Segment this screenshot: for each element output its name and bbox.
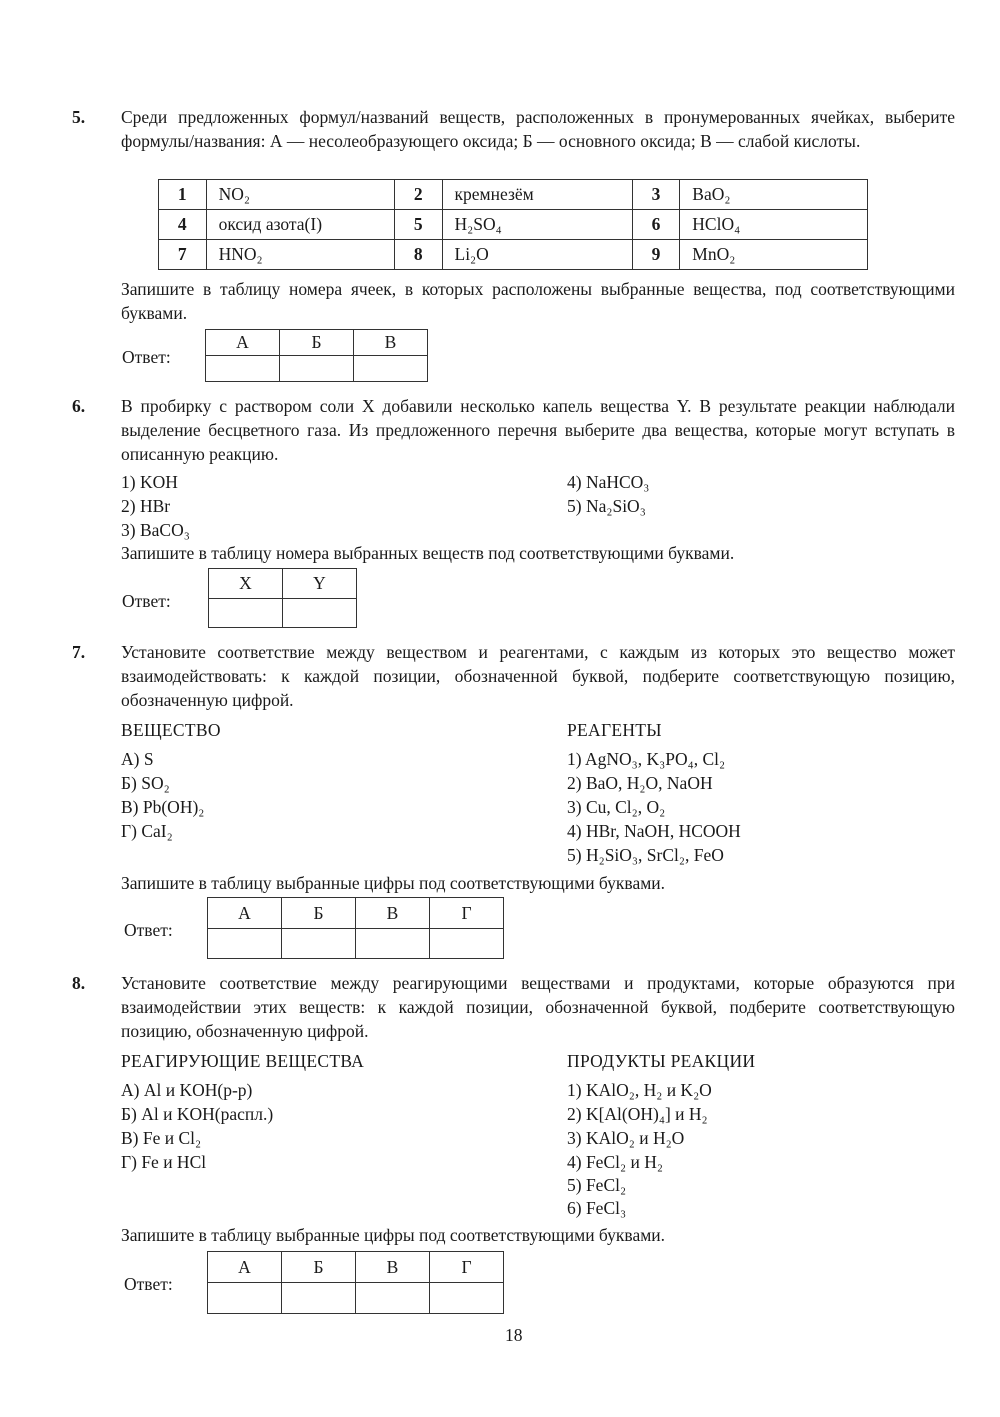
cell-num: 8 — [394, 240, 442, 270]
left-item: Г) CaI₂ — [121, 821, 173, 841]
right-item: 5) H₂SiO₃, SrCl₂, FeO — [567, 845, 724, 865]
answer-cell[interactable] — [206, 356, 280, 382]
q8-answer-table — [207, 1251, 504, 1314]
question-6-instruction: Запишите в таблицу номера выбранных веществ под соответствующими буквами. — [121, 543, 735, 563]
answer-cell[interactable] — [209, 599, 283, 628]
right-item: 4) HBr, NaOH, HCOOH — [567, 821, 741, 841]
page-number: 18 — [505, 1325, 523, 1345]
cell-value: MnO₂ — [680, 240, 868, 270]
answer-cell[interactable] — [280, 356, 354, 382]
option: 4) NaHCO₃ — [567, 472, 650, 492]
left-item: Б) SO₂ — [121, 773, 170, 793]
left-item: В) Pb(OH)₂ — [121, 797, 205, 817]
q6-answer-table — [208, 568, 357, 628]
answer-cell[interactable] — [430, 929, 504, 959]
left-item: В) Fe и Cl₂ — [121, 1128, 202, 1148]
cell-value: BaO₂ — [680, 180, 868, 210]
answer-cell[interactable] — [354, 356, 428, 382]
cell-num: 3 — [632, 180, 680, 210]
q5-substance-table — [158, 179, 868, 270]
cell-value: HNO₂ — [206, 240, 394, 270]
right-item: 6) FeCl₃ — [567, 1198, 627, 1218]
answer-cell[interactable] — [282, 1283, 356, 1314]
answer-cell[interactable] — [430, 1283, 504, 1314]
answer-label: Ответ: — [122, 347, 171, 367]
option: 5) Na₂SiO₃ — [567, 496, 646, 516]
question-6-text: В пробирку с раствором соли X добавили несколько капель вещества Y. В результате реакции наблюдали выделение бесцветного газа. Из предложенного перечня выберите два вещества, которые могут вступать в описанную реакцию. — [121, 396, 955, 464]
option: 1) KOH — [121, 472, 178, 492]
option: 3) BaCO₃ — [121, 520, 190, 540]
right-item: 2) K[Al(OH)₄] и H₂ — [567, 1104, 708, 1124]
answer-cell[interactable] — [356, 1283, 430, 1314]
answer-header: Б — [282, 1252, 356, 1283]
left-heading: РЕАГИРУЮЩИЕ ВЕЩЕСТВА — [121, 1051, 365, 1071]
answer-header: В — [356, 898, 430, 929]
cell-value: Li₂O — [442, 240, 632, 270]
left-item: А) Al и KOH(р-р) — [121, 1080, 253, 1100]
question-8-text: Установите соответствие между реагирующими веществами и продуктами, которые образуются при взаимодействии этих веществ: к каждой позиции, обозначенной буквой, подберите соответствующую позицию, обозначенную цифрой. — [121, 973, 955, 1041]
cell-value: оксид азота(I) — [206, 210, 394, 240]
answer-cell[interactable] — [208, 1283, 282, 1314]
answer-cell[interactable] — [282, 929, 356, 959]
question-7-number: 7. — [72, 642, 86, 662]
right-item: 3) KAlO₂ и H₂O — [567, 1128, 685, 1148]
answer-header: А — [208, 1252, 282, 1283]
right-item: 1) AgNO₃, K₃PO₄, Cl₂ — [567, 749, 726, 769]
right-item: 1) KAlO₂, H₂ и K₂O — [567, 1080, 712, 1100]
right-heading: РЕАГЕНТЫ — [567, 720, 662, 740]
q7-answer-table — [207, 897, 504, 959]
cell-value: H₂SO₄ — [442, 210, 632, 240]
answer-header: Б — [282, 898, 356, 929]
left-heading: ВЕЩЕСТВО — [121, 720, 221, 740]
left-item: А) S — [121, 749, 154, 769]
question-7-text: Установите соответствие между веществом и реагентами, с каждым из которых это вещество может взаимодействовать: к каждой позиции, обозначенной буквой, подберите соответствующую позицию, обозначенную цифрой. — [121, 642, 955, 710]
cell-num: 4 — [159, 210, 207, 240]
answer-header: А — [206, 330, 280, 356]
cell-value: кремнезём — [442, 180, 632, 210]
question-5-text: Среди предложенных формул/названий веществ, расположенных в пронумерованных ячейках, выберите формулы/названия: А — несолеобразующего оксида; Б — основного оксида; В — слабой кислоты. — [121, 107, 955, 151]
right-item: 5) FeCl₂ — [567, 1175, 627, 1195]
left-item: Г) Fe и HCl — [121, 1152, 207, 1172]
answer-header: В — [354, 330, 428, 356]
answer-label: Ответ: — [122, 591, 171, 611]
question-7-instruction: Запишите в таблицу выбранные цифры под соответствующими буквами. — [121, 873, 666, 893]
question-5-instruction: Запишите в таблицу номера ячеек, в которых расположены выбранные вещества, под соответствующими буквами. — [121, 279, 955, 323]
q5-answer-table — [205, 329, 428, 382]
cell-value: NO₂ — [206, 180, 394, 210]
answer-header: Б — [280, 330, 354, 356]
cell-num: 5 — [394, 210, 442, 240]
answer-label: Ответ: — [124, 1274, 173, 1294]
right-item: 3) Cu, Cl₂, O₂ — [567, 797, 666, 817]
answer-cell[interactable] — [356, 929, 430, 959]
right-item: 2) BaO, H₂O, NaOH — [567, 773, 713, 793]
answer-label: Ответ: — [124, 920, 173, 940]
right-item: 4) FeCl₂ и H₂ — [567, 1152, 663, 1172]
answer-cell[interactable] — [208, 929, 282, 959]
answer-header: Y — [283, 569, 357, 599]
right-heading: ПРОДУКТЫ РЕАКЦИИ — [567, 1051, 756, 1071]
cell-num: 9 — [632, 240, 680, 270]
question-6-number: 6. — [72, 396, 86, 416]
question-8-instruction: Запишите в таблицу выбранные цифры под соответствующими буквами. — [121, 1225, 666, 1245]
cell-num: 7 — [159, 240, 207, 270]
question-5-number: 5. — [72, 107, 86, 127]
question-8-number: 8. — [72, 973, 86, 993]
answer-header: X — [209, 569, 283, 599]
answer-header: Г — [430, 898, 504, 929]
cell-value: HClO₄ — [680, 210, 868, 240]
option: 2) HBr — [121, 496, 171, 516]
cell-num: 2 — [394, 180, 442, 210]
answer-header: В — [356, 1252, 430, 1283]
left-item: Б) Al и KOH(распл.) — [121, 1104, 274, 1124]
answer-header: Г — [430, 1252, 504, 1283]
cell-num: 1 — [159, 180, 207, 210]
answer-cell[interactable] — [283, 599, 357, 628]
answer-header: А — [208, 898, 282, 929]
cell-num: 6 — [632, 210, 680, 240]
